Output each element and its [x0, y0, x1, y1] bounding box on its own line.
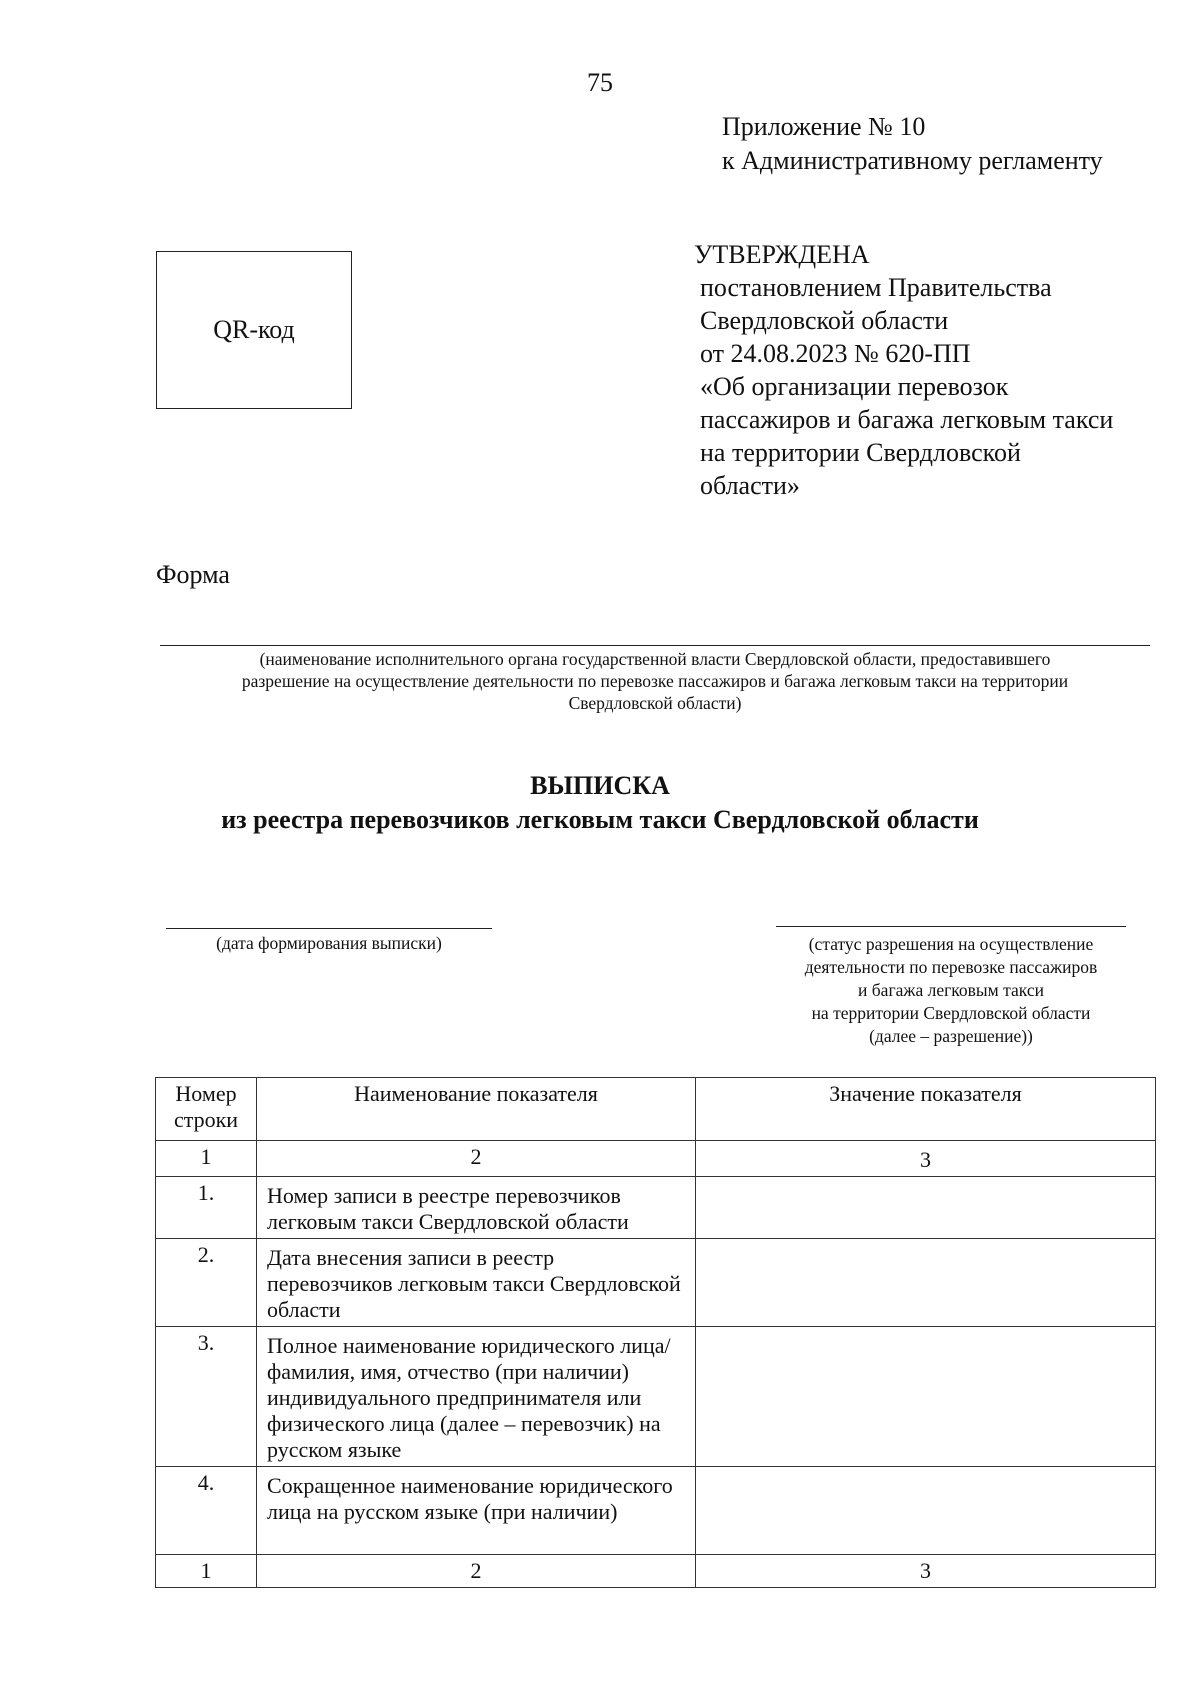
document-title-line-2: из реестра перевозчиков легковым такси Свердловской области [221, 805, 979, 834]
approval-line: пассажиров и багажа легковым такси [700, 405, 1114, 434]
authority-caption-line: Свердловской области) [568, 693, 742, 713]
date-line [166, 928, 492, 929]
table-row [156, 1239, 1156, 1327]
header-indicator-value: Значение показателя [696, 1078, 1156, 1141]
date-caption: (дата формирования выписки) [216, 933, 442, 953]
qr-code-placeholder [156, 251, 352, 409]
row-indicator-name: Полное наименование юридического лица/фамилия, имя, отчество (при наличии) индивидуального предпринимателя или физического лица (далее – перевозчик) на русском языке [257, 1327, 696, 1467]
row-number: 4. [156, 1467, 257, 1555]
row-indicator-value[interactable] [696, 1467, 1156, 1555]
row-number: 3. [156, 1327, 257, 1467]
authority-caption-line: разрешение на осуществление деятельности по перевозке пассажиров и багажа легковым такси на территории [241, 671, 1069, 691]
header-row-number: Номер строки [156, 1078, 257, 1141]
numbering-cell: 1 [156, 1555, 257, 1588]
authority-name-line [160, 645, 1150, 646]
header-indicator-name: Наименование показателя [257, 1078, 696, 1141]
approval-heading: УТВЕРЖДЕНА [694, 240, 870, 269]
form-label: Форма [156, 560, 230, 589]
authority-caption-line: (наименование исполнительного органа государственной власти Свердловской области, предоставившего [259, 649, 1051, 669]
approval-line: области» [700, 471, 800, 500]
document-title [0, 769, 1200, 837]
qr-code-label: QR-код [213, 315, 295, 344]
appendix-line-2: к Административному регламенту [722, 146, 1103, 175]
row-indicator-value[interactable] [696, 1177, 1156, 1239]
approval-block [694, 238, 1113, 502]
numbering-cell: 3 [696, 1555, 1156, 1588]
page-number: 75 [587, 68, 613, 97]
row-number: 2. [156, 1239, 257, 1327]
registry-table [155, 1077, 1156, 1588]
approval-line: постановлением Правительства [700, 273, 1052, 302]
approval-line: Свердловской области [700, 306, 949, 335]
status-caption-line: деятельности по перевозке пассажиров [804, 957, 1098, 977]
appendix-line-1: Приложение № 10 [722, 112, 926, 141]
status-line [776, 926, 1126, 927]
row-number: 1. [156, 1177, 257, 1239]
document-title-line-1: ВЫПИСКА [530, 771, 670, 800]
table-row [156, 1467, 1156, 1555]
status-caption-line: и багажа легковым такси [858, 980, 1044, 1000]
status-caption-line: (далее – разрешение)) [869, 1026, 1033, 1046]
row-indicator-name: Сокращенное наименование юридического лица на русском языке (при наличии) [257, 1467, 696, 1555]
status-caption-line: (статус разрешения на осуществление [808, 934, 1094, 954]
row-indicator-name: Дата внесения записи в реестр перевозчиков легковым такси Свердловской области [257, 1239, 696, 1327]
approval-line: «Об организации перевозок [700, 372, 1009, 401]
row-indicator-name: Номер записи в реестре перевозчиков легковым такси Свердловской области [257, 1177, 696, 1239]
approval-line: на территории Свердловской [700, 438, 1021, 467]
approval-line: от 24.08.2023 № 620-ПП [700, 339, 971, 368]
authority-caption [160, 648, 1150, 714]
status-caption-line: на территории Свердловской области [811, 1003, 1091, 1023]
row-indicator-value[interactable] [696, 1239, 1156, 1327]
row-indicator-value[interactable] [696, 1327, 1156, 1467]
table-row [156, 1327, 1156, 1467]
table-header-row [156, 1078, 1156, 1141]
status-caption [776, 933, 1126, 1048]
numbering-cell: 2 [257, 1555, 696, 1588]
table-numbering-row [156, 1141, 1156, 1177]
numbering-cell: 1 [156, 1141, 257, 1177]
table-row [156, 1177, 1156, 1239]
appendix-reference [722, 110, 1103, 178]
numbering-cell: 2 [257, 1141, 696, 1177]
numbering-cell: 3 [696, 1141, 1156, 1177]
table-footer-numbering-row [156, 1555, 1156, 1588]
